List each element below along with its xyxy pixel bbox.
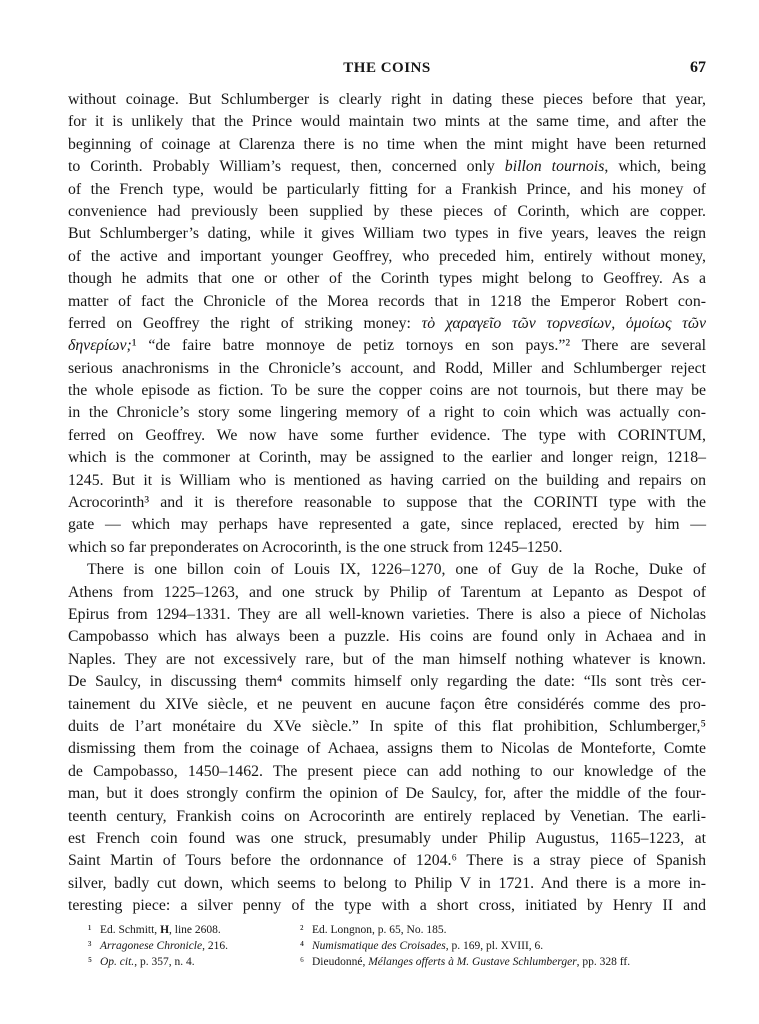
text-segment: , which, being <box>604 158 706 176</box>
footnote <box>300 938 706 954</box>
paragraph <box>68 89 706 559</box>
footnote-marker: ⁴ <box>300 940 305 952</box>
body-line <box>68 425 706 447</box>
text-segment: gate — which may perhaps have represented a gate, since replaced, erected by him — <box>68 516 706 534</box>
footnote-bold-text: H <box>160 924 170 936</box>
footnote <box>300 954 706 970</box>
body-line <box>68 873 706 895</box>
footnote-italic-text: Arragonese Chronicle <box>100 940 203 952</box>
body-line <box>68 626 706 648</box>
text-segment: without coinage. But Schlumberger is clearly right in dating these pieces before that year, <box>68 91 706 108</box>
text-segment: which is the commoner at Corinth, may be assigned to the earlier and longer reign, 1218– <box>68 449 706 467</box>
running-header <box>68 58 706 78</box>
italic-text: billon tournois <box>504 158 605 176</box>
text-segment: though he admits that one or other of the Corinth types might belong to Geoffrey. As a <box>68 270 706 288</box>
footnote-marker: ⁵ <box>88 956 93 968</box>
text-segment: beginning of coinage at Clarenza there is no time when the mint might have been returned <box>68 135 706 153</box>
footnote-text: Ed. Schmitt, <box>100 924 161 936</box>
paragraph <box>68 559 706 917</box>
text-segment: est French coin found was one struck, presumably under Philip Augustus, 1165–1223, at <box>68 829 706 847</box>
body-line <box>68 492 706 514</box>
footnote-text: , line 2608. <box>169 924 221 936</box>
body-line <box>68 559 706 581</box>
footnote-marker: ² <box>300 924 304 936</box>
footnote <box>88 954 300 970</box>
footnote-text: , p. 357, n. 4. <box>134 956 195 968</box>
text-segment: for it is unlikely that the Prince would maintain two mints at the same time, and after the <box>68 113 706 131</box>
page-title: THE COINS <box>343 60 431 76</box>
text-segment: dismissing them from the coinage of Achaea, assigns them to Nicolas de Monteforte, Comte <box>68 740 706 758</box>
footnote-text: Dieudonné, <box>312 956 369 968</box>
text-segment: Campobasso which has always been a puzzle. His coins are found only in Achaea and in <box>68 628 706 646</box>
text-segment: man, but it does strongly confirm the opinion of De Saulcy, for, after the middle of the four- <box>68 785 706 803</box>
body-line <box>68 537 706 559</box>
text-segment: matter of fact the Chronicle of the Morea records that in 1218 the Emperor Robert con- <box>68 292 706 310</box>
footnote-marker: ¹ <box>88 924 92 936</box>
text-segment: serious anachronisms in the Chronicle’s account, and Rodd, Miller and Schlumberger reject <box>68 359 706 377</box>
footnote-text: , 216. <box>202 940 228 952</box>
body-line <box>68 223 706 245</box>
body-line <box>68 604 706 626</box>
text-segment: of the active and important younger Geoffrey, who preceded him, entirely without money, <box>68 247 706 265</box>
text-segment: De Saulcy, in discussing them⁴ commits himself only regarding the date: “Ils sont très cer- <box>68 673 706 691</box>
body-line <box>68 358 706 380</box>
body-line <box>68 89 706 111</box>
body-line <box>68 313 706 335</box>
text-segment: which so far preponderates on Acrocorinth, is the one struck from 1245–1250. <box>68 538 563 556</box>
body-line <box>68 828 706 850</box>
footnote-text: , p. 169, pl. XVIII, 6. <box>445 940 544 952</box>
body-line <box>68 806 706 828</box>
text-segment: ¹ “de faire batre monnoye de petiz tornoys en son pays.”² There are several <box>131 337 706 355</box>
body-line <box>68 850 706 872</box>
text-segment: of the French type, would be particularly fitting for a Frankish Prince, and his money of <box>68 180 706 198</box>
text-segment: de Campobasso, 1450–1462. The present piece can add nothing to our knowledge of the <box>68 762 706 780</box>
footnote-marker: ³ <box>88 940 92 952</box>
text-segment: teresting piece: a silver penny of the type with a short cross, initiated by Henry II and <box>68 897 706 915</box>
italic-text: δηνερίων; <box>68 337 132 355</box>
text-segment: Naples. They are not excessively rare, but of the man himself nothing whatever is known. <box>68 650 706 668</box>
body-line <box>68 582 706 604</box>
body-line <box>68 738 706 760</box>
text-segment: tainement du XIVe siècle, et ne peuvent en aucune façon être considérés comme des pro- <box>68 695 706 713</box>
body-line <box>68 716 706 738</box>
text-segment: ferred on Geoffrey the right of striking money: <box>68 314 422 332</box>
text-segment: ferred on Geoffrey. We now have some further evidence. The type with CORINTUM, <box>68 426 706 444</box>
footnote-marker: ⁶ <box>300 956 305 968</box>
footnote <box>88 922 300 938</box>
text-segment: in the Chronicle’s story some lingering memory of a right to coin which was actually con- <box>68 404 706 422</box>
body-line <box>68 895 706 917</box>
body-line <box>68 649 706 671</box>
text-segment: Epirus from 1294–1331. They are all well-known varieties. There is also a piece of Nicholas <box>68 605 706 623</box>
body-line <box>68 402 706 424</box>
footnote-italic-text: Numismatique des Croisades <box>312 940 446 952</box>
body-line <box>68 514 706 536</box>
footnote-text: Ed. Longnon, p. 65, No. 185. <box>312 924 447 936</box>
body-line <box>68 671 706 693</box>
text-segment: the whole episode as fiction. To be sure the copper coins are not tournois, but there may be <box>68 382 706 400</box>
text-segment: Acrocorinth³ and it is therefore reasonable to suppose that the CORINTI type with the <box>68 494 706 512</box>
italic-text: τὸ χαραγεῖο τῶν τορνεσίων, ὁμοίως τῶν <box>421 314 706 332</box>
footnote-text: , pp. 328 ff. <box>576 956 631 968</box>
text-segment: silver, badly cut down, which seems to belong to Philip V in 1721. And there is a more in- <box>68 874 706 892</box>
text-segment: duits de l’art monétaire du XVe siècle.” In spite of this flat prohibition, Schlumberger,⁵ <box>68 717 706 735</box>
body-line <box>68 246 706 268</box>
text-segment: teenth century, Frankish coins on Acrocorinth are entirely replaced by Venetian. The earli- <box>68 807 706 825</box>
text-segment: There is one billon coin of Louis IX, 1226–1270, one of Guy de la Roche, Duke of <box>87 561 706 579</box>
body-line <box>68 268 706 290</box>
text-segment: convenience had previously been supplied by these pieces of Corinth, which are copper. <box>68 202 706 220</box>
body-line <box>68 111 706 133</box>
body-line <box>68 201 706 223</box>
footnotes <box>88 922 706 970</box>
footnote-italic-text: Op. cit. <box>100 956 135 968</box>
body-line <box>68 179 706 201</box>
body-line <box>68 380 706 402</box>
text-segment: 1245. But it is William who is mentioned as having carried on the building and repairs on <box>68 471 706 489</box>
footnote <box>300 922 706 938</box>
body-line <box>68 447 706 469</box>
text-segment: to Corinth. Probably William’s request, then, concerned only <box>68 158 505 176</box>
body-line <box>68 783 706 805</box>
footnote <box>88 938 300 954</box>
body-line <box>68 291 706 313</box>
text-segment: Saint Martin of Tours before the ordonnance of 1204.⁶ There is a stray piece of Spanish <box>68 852 706 870</box>
body-line <box>68 335 706 357</box>
text-segment: Athens from 1225–1263, and one struck by Philip of Tarentum at Lepanto as Despot of <box>68 583 706 601</box>
body-line <box>68 470 706 492</box>
body-text <box>68 89 706 917</box>
text-segment: But Schlumberger’s dating, while it gives William two types in five years, leaves the reign <box>68 225 706 243</box>
body-line <box>68 134 706 156</box>
body-line <box>68 156 706 178</box>
body-line <box>68 694 706 716</box>
body-line <box>68 761 706 783</box>
footnote-italic-text: Mélanges offerts à M. Gustave Schlumberger <box>368 956 577 968</box>
page-number: 67 <box>690 59 706 76</box>
